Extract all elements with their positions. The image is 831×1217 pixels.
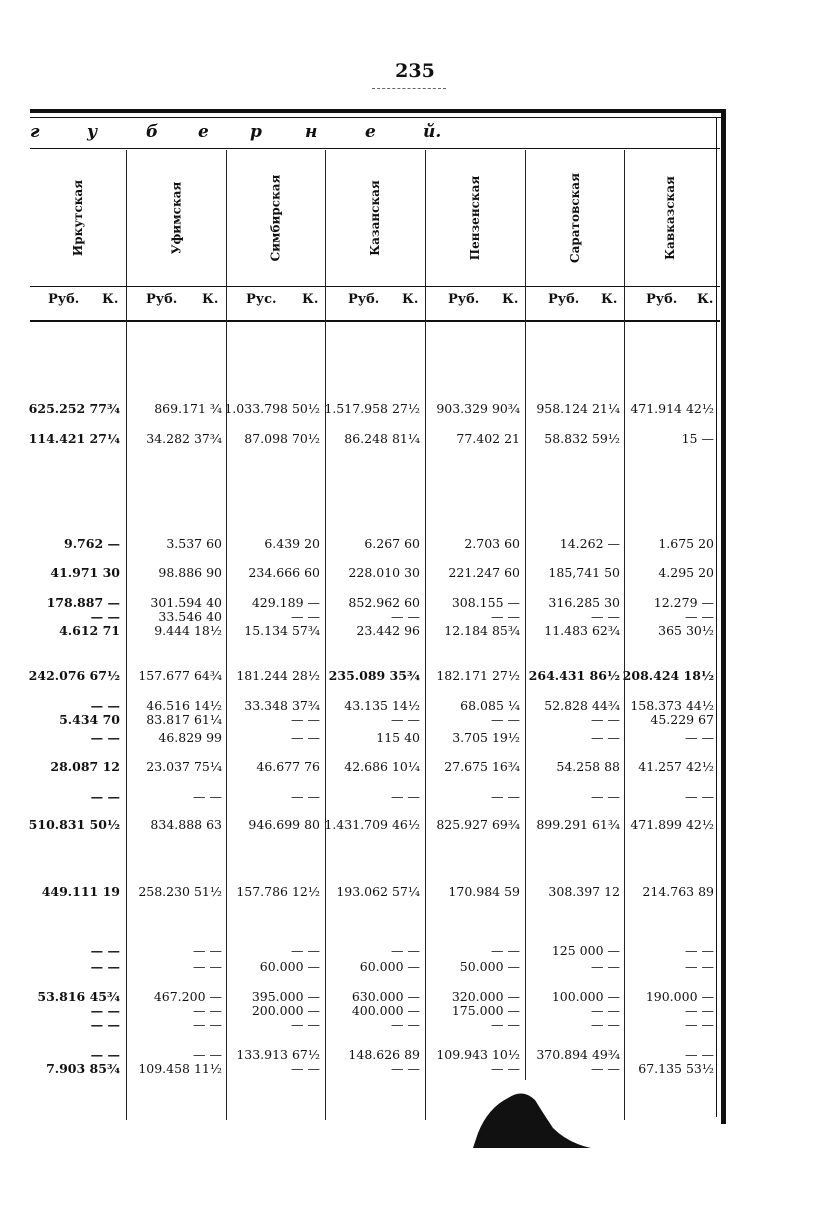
table-cell: 12.279 — — [653, 595, 714, 610]
table-cell: — — — [591, 712, 620, 727]
table-cell: — — — [90, 1047, 120, 1062]
table-cell: 234.666 60 — [248, 565, 320, 580]
unit-label: Руc. — [246, 292, 277, 307]
top-rule — [30, 109, 725, 113]
unit-label: Руб. — [48, 292, 80, 307]
title-letter: г — [30, 122, 40, 142]
table-cell: — — — [291, 1017, 320, 1032]
table-cell: — — — [685, 1017, 714, 1032]
table-cell: — — — [685, 1047, 714, 1062]
table-cell: 264.431 86½ — [528, 668, 620, 683]
table-cell: 178.887 — — [46, 595, 120, 610]
column-header-kazan: Казанская — [368, 179, 382, 256]
title-letter: р — [250, 122, 262, 142]
table-cell: — — — [291, 789, 320, 804]
table-cell: — — — [90, 943, 120, 958]
table-cell: 825.927 69¾ — [436, 817, 520, 832]
table-cell: 6.267 60 — [364, 536, 420, 551]
table-cell: 449.111 19 — [41, 884, 120, 899]
table-cell: — — — [491, 1061, 520, 1076]
table-cell: 34.282 37¾ — [146, 431, 222, 446]
table-cell: 301.594 40 — [150, 595, 222, 610]
table-cell: 9.762 — — [64, 536, 120, 551]
table-cell: 58.832 59½ — [544, 431, 620, 446]
table-cell: 510.831 50½ — [28, 817, 120, 832]
table-cell: — — — [391, 789, 420, 804]
table-cell: — — — [491, 943, 520, 958]
table-cell: 228.010 30 — [348, 565, 420, 580]
table-cell: — — — [391, 609, 420, 624]
table-cell: — — — [491, 712, 520, 727]
column-header-saratov: Саратовская — [567, 172, 582, 263]
table-cell: — — — [685, 943, 714, 958]
unit-label: К. — [697, 292, 714, 307]
table-cell: 316.285 30 — [548, 595, 620, 610]
table-cell: — — — [193, 1017, 222, 1032]
table-cell: 365 30½ — [658, 623, 714, 638]
table-cell: 4.295 20 — [658, 565, 714, 580]
table-cell: 899.291 61¾ — [536, 817, 620, 832]
table-cell: — — — [90, 730, 120, 745]
table-cell: — — — [90, 789, 120, 804]
table-cell: — — — [391, 1017, 420, 1032]
column-header-ufa: Уфимская — [169, 181, 183, 254]
table-cell: — — — [591, 1061, 620, 1076]
table-cell: — — — [291, 943, 320, 958]
column-header-irkutsk: Иркутская — [71, 179, 85, 256]
table-cell: — — — [491, 609, 520, 624]
table-cell: 109.458 11½ — [138, 1061, 222, 1076]
table-cell: 98.886 90 — [158, 565, 222, 580]
title-letter: н — [305, 122, 318, 142]
column-header-penza: Пензенская — [467, 175, 482, 260]
table-cell: — — — [90, 609, 120, 624]
column-divider — [126, 150, 127, 1120]
table-cell: 52.828 44¾ — [544, 698, 620, 713]
unit-label: Руб. — [646, 292, 678, 307]
ink-blot — [473, 1088, 593, 1148]
unit-label: К. — [302, 292, 319, 307]
table-cell: 1.033.798 50½ — [224, 401, 320, 416]
table-cell: 15.134 57¾ — [244, 623, 320, 638]
table-cell: 429.189 — — [251, 595, 320, 610]
table-cell: 157.677 64¾ — [138, 668, 222, 683]
column-divider — [525, 150, 526, 1080]
table-cell: — — — [685, 789, 714, 804]
table-cell: — — — [193, 1047, 222, 1062]
table-cell: 903.329 90¾ — [436, 401, 520, 416]
table-cell: 54.258 88 — [556, 759, 620, 774]
table-cell: 235.089 35¾ — [328, 668, 420, 683]
unit-label: Руб. — [548, 292, 580, 307]
right-border — [721, 109, 726, 1124]
table-cell: 4.612 71 — [59, 623, 120, 638]
table-cell: — — — [685, 1003, 714, 1018]
table-cell: — — — [591, 609, 620, 624]
table-cell: 12.184 85¾ — [444, 623, 520, 638]
column-header-caucasus: Кавказская — [663, 175, 677, 260]
title-rule — [30, 148, 720, 149]
table-cell: — — — [391, 1061, 420, 1076]
table-cell: 467.200 — — [153, 989, 222, 1004]
table-cell: 5.434 70 — [59, 712, 120, 727]
page-number-underline — [372, 88, 446, 89]
page-number: 235 — [395, 60, 435, 82]
table-cell: 946.699 80 — [248, 817, 320, 832]
title-letter: е — [365, 122, 376, 142]
table-cell: 14.262 — — [559, 536, 620, 551]
table-cell: 33.348 37¾ — [244, 698, 320, 713]
table-cell: 7.903 85¾ — [46, 1061, 120, 1076]
table-cell: 258.230 51½ — [138, 884, 222, 899]
table-cell: — — — [685, 959, 714, 974]
table-cell: — — — [90, 1017, 120, 1032]
table-cell: 50.000 — — [459, 959, 520, 974]
title-letter: у — [87, 122, 98, 142]
table-cell: 308.397 12 — [548, 884, 620, 899]
unit-label: К. — [202, 292, 219, 307]
table-cell: 42.686 10¼ — [344, 759, 420, 774]
table-cell: 200.000 — — [251, 1003, 320, 1018]
table-cell: 182.171 27½ — [436, 668, 520, 683]
table-cell: — — — [291, 730, 320, 745]
table-cell: 221.247 60 — [448, 565, 520, 580]
table-cell: — — — [591, 730, 620, 745]
table-cell: 109.943 10½ — [436, 1047, 520, 1062]
table-cell: 3.705 19½ — [452, 730, 520, 745]
table-cell: 46.829 99 — [158, 730, 222, 745]
table-cell: 46.516 14½ — [146, 698, 222, 713]
table-cell: 23.037 75¼ — [146, 759, 222, 774]
table-cell: 41.257 42½ — [638, 759, 714, 774]
table-cell: 193.062 57¼ — [336, 884, 420, 899]
table-cell: — — — [291, 712, 320, 727]
table-cell: 190.000 — — [645, 989, 714, 1004]
table-cell: — — — [291, 1061, 320, 1076]
column-divider — [226, 150, 227, 1120]
table-cell: 471.914 42½ — [630, 401, 714, 416]
table-cell: 100.000 — — [551, 989, 620, 1004]
table-cell: — — — [90, 698, 120, 713]
table-cell: — — — [193, 943, 222, 958]
table-cell: 181.244 28½ — [236, 668, 320, 683]
table-cell: 60.000 — — [359, 959, 420, 974]
table-cell: 86.248 81¼ — [344, 431, 420, 446]
table-cell: 67.135 53½ — [638, 1061, 714, 1076]
table-cell: 6.439 20 — [264, 536, 320, 551]
table-cell: 83.817 61¼ — [146, 712, 222, 727]
unit-label: К. — [502, 292, 519, 307]
column-divider — [425, 150, 426, 1120]
table-cell: 43.135 14½ — [344, 698, 420, 713]
column-header-simbirsk: Симбирская — [268, 174, 283, 261]
table-cell: — — — [591, 1017, 620, 1032]
table-cell: 1.675 20 — [658, 536, 714, 551]
table-cell: — — — [291, 609, 320, 624]
table-cell: 148.626 89 — [348, 1047, 420, 1062]
table-cell: — — — [491, 1017, 520, 1032]
table-cell: 625.252 77¾ — [28, 401, 120, 416]
table-cell: 46.677 76 — [256, 759, 320, 774]
table-cell: 115 40 — [376, 730, 420, 745]
table-cell: 869.171 ¾ — [154, 401, 222, 416]
unit-label: К. — [402, 292, 419, 307]
header-rule — [30, 286, 720, 287]
table-cell: — — — [391, 943, 420, 958]
table-cell: 852.962 60 — [348, 595, 420, 610]
table-cell: 320.000 — — [451, 989, 520, 1004]
column-divider — [325, 150, 326, 1120]
table-cell: — — — [591, 789, 620, 804]
table-cell: 170.984 59 — [448, 884, 520, 899]
table-cell: — — — [193, 959, 222, 974]
unit-label: К. — [102, 292, 119, 307]
table-cell: 214.763 89 — [642, 884, 714, 899]
table-cell: 370.894 49¾ — [536, 1047, 620, 1062]
table-cell: 45.229 67 — [650, 712, 714, 727]
table-cell: 60.000 — — [259, 959, 320, 974]
table-cell: 33.546 40 — [158, 609, 222, 624]
table-cell: 1.431.709 46½ — [324, 817, 420, 832]
top-rule-thin — [30, 117, 725, 118]
table-cell: 28.087 12 — [50, 759, 120, 774]
table-cell: 630.000 — — [351, 989, 420, 1004]
table-cell: 471.899 42½ — [630, 817, 714, 832]
table-cell: — — — [90, 1003, 120, 1018]
table-cell: — — — [193, 1003, 222, 1018]
table-cell: 9.444 18½ — [154, 623, 222, 638]
table-cell: 958.124 21¼ — [536, 401, 620, 416]
title-letter: е — [198, 122, 209, 142]
unit-label: Руб. — [348, 292, 380, 307]
table-cell: 308.155 — — [451, 595, 520, 610]
column-divider — [624, 150, 625, 1120]
table-cell: — — — [685, 609, 714, 624]
table-cell: 157.786 12½ — [236, 884, 320, 899]
table-cell: 68.085 ¼ — [460, 698, 520, 713]
table-cell: — — — [193, 789, 222, 804]
table-cell: 125 000 — — [551, 943, 620, 958]
table-cell: — — — [391, 712, 420, 727]
table-cell: 27.675 16¾ — [444, 759, 520, 774]
table-cell: 185,741 50 — [548, 565, 620, 580]
table-cell: 208.424 18½ — [622, 668, 714, 683]
table-cell: 77.402 21 — [456, 431, 520, 446]
table-cell: 114.421 27¼ — [28, 431, 120, 446]
table-cell: 158.373 44½ — [630, 698, 714, 713]
title-letter: б — [146, 122, 159, 142]
table-cell: 41.971 30 — [50, 565, 120, 580]
table-cell: 11.483 62¾ — [544, 623, 620, 638]
table-cell: — — — [685, 730, 714, 745]
table-cell: 15 — — [681, 431, 714, 446]
unit-label: К. — [601, 292, 618, 307]
table-cell: 87.098 70½ — [244, 431, 320, 446]
table-cell: 133.913 67½ — [236, 1047, 320, 1062]
table-cell: 2.703 60 — [464, 536, 520, 551]
table-cell: 1.517.958 27½ — [324, 401, 420, 416]
table-cell: 242.076 67½ — [28, 668, 120, 683]
table-cell: 395.000 — — [251, 989, 320, 1004]
table-cell: 175.000 — — [451, 1003, 520, 1018]
right-border-thin — [716, 117, 717, 1117]
table-cell: 3.537 60 — [166, 536, 222, 551]
title-letter: й. — [423, 122, 442, 142]
table-cell: 834.888 63 — [150, 817, 222, 832]
table-cell: — — — [491, 789, 520, 804]
table-cell: 23.442 96 — [356, 623, 420, 638]
table-cell: — — — [591, 1003, 620, 1018]
units-rule — [30, 320, 720, 322]
table-cell: — — — [591, 959, 620, 974]
table-cell: 53.816 45¾ — [37, 989, 120, 1004]
unit-label: Руб. — [146, 292, 178, 307]
table-cell: — — — [90, 959, 120, 974]
table-cell: 400.000 — — [351, 1003, 420, 1018]
unit-label: Руб. — [448, 292, 480, 307]
